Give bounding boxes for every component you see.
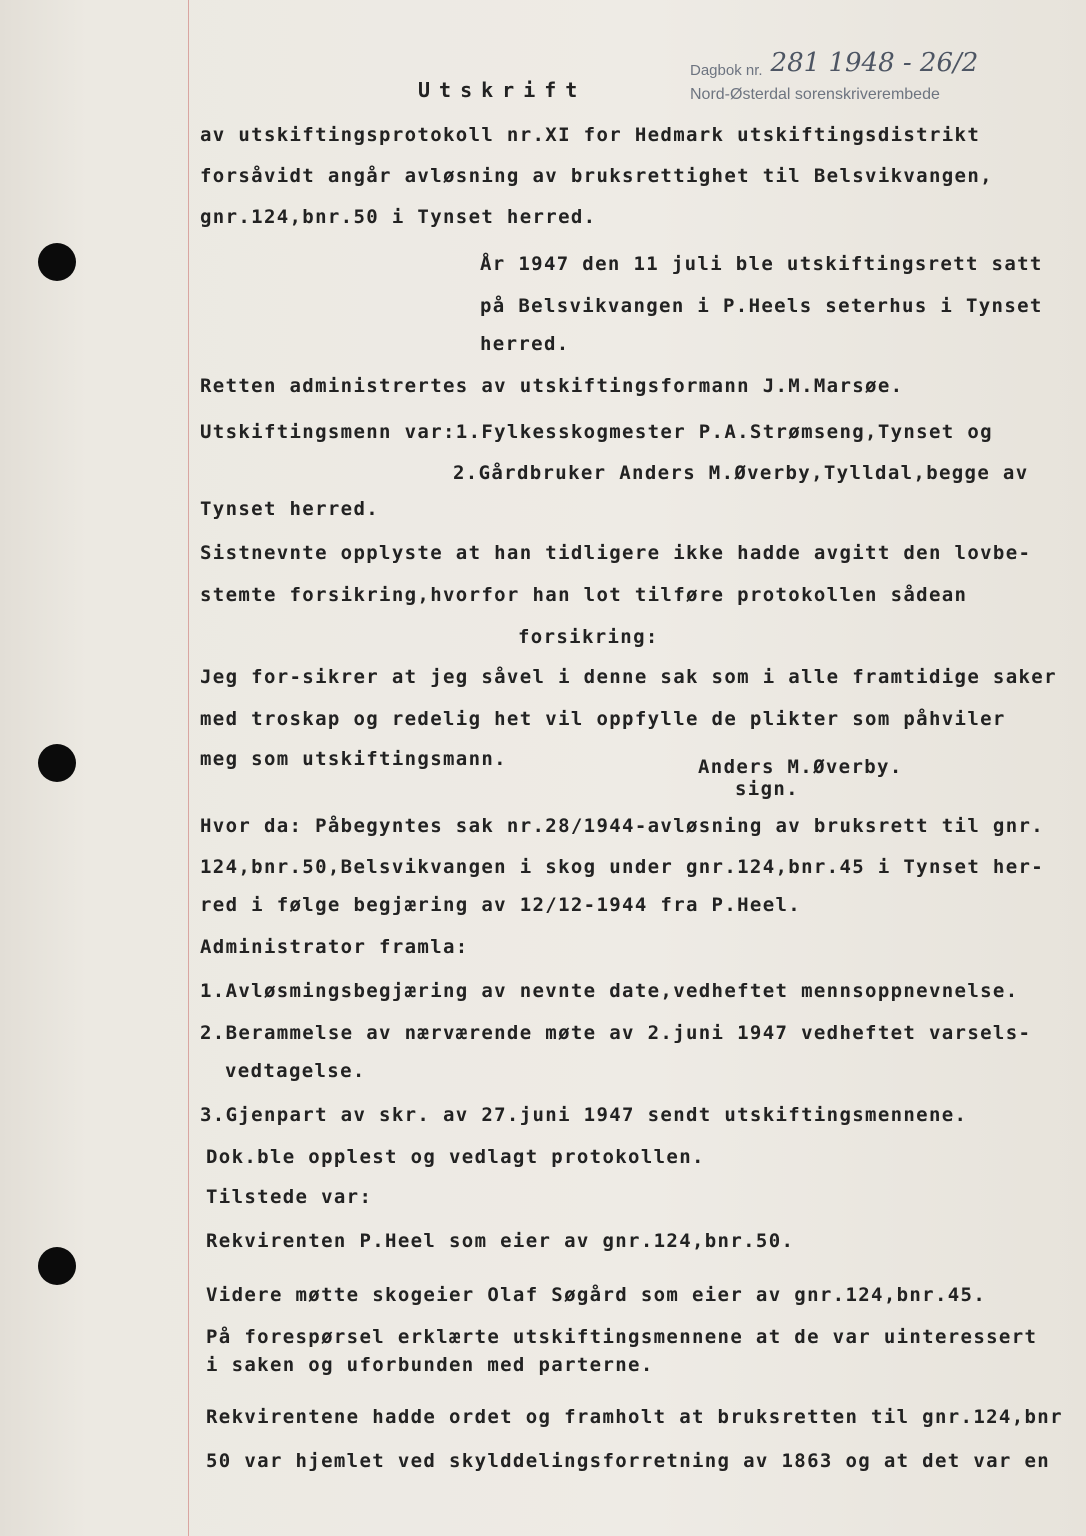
- text-line: Administrator framla:: [200, 936, 469, 958]
- text-line: forsåvidt angår avløsning av bruksrettighet til Belsvikvangen,: [200, 165, 993, 187]
- text-line: av utskiftingsprotokoll nr.XI for Hedmark utskiftingsdistrikt: [200, 124, 981, 146]
- signature-name: Anders M.Øverby.: [698, 756, 903, 778]
- punch-hole-1: [38, 243, 76, 281]
- text-line: 50 var hjemlet ved skylddelingsforretning av 1863 og at det var en: [206, 1450, 1051, 1472]
- text-line: 3.Gjenpart av skr. av 27.juni 1947 sendt utskiftingsmennene.: [200, 1104, 968, 1126]
- text-line: År 1947 den 11 juli ble utskiftingsrett satt: [480, 253, 1043, 275]
- text-line: 2.Berammelse av nærværende møte av 2.juni 1947 vedheftet varsels-: [200, 1022, 1032, 1044]
- text-line: Retten administrertes av utskiftingsformann J.M.Marsøe.: [200, 375, 904, 397]
- stamp-line-1: [690, 48, 979, 82]
- text-line: Rekvirenten P.Heel som eier av gnr.124,bnr.50.: [206, 1230, 795, 1252]
- text-line: 1.Avløsmingsbegjæring av nevnte date,vedheftet mennsoppnevnelse.: [200, 980, 1019, 1002]
- text-line: red i følge begjæring av 12/12-1944 fra P.Heel.: [200, 894, 802, 916]
- text-line: 124,bnr.50,Belsvikvangen i skog under gnr.124,bnr.45 i Tynset her-: [200, 856, 1045, 878]
- document-title: Utskrift: [418, 78, 587, 102]
- text-line: På forespørsel erklærte utskiftingsmennene at de var uinteressert: [206, 1326, 1038, 1348]
- punch-hole-2: [38, 744, 76, 782]
- text-line: Utskiftingsmenn var:1.Fylkesskogmester P.A.Strømseng,Tynset og: [200, 421, 993, 443]
- text-line: gnr.124,bnr.50 i Tynset herred.: [200, 206, 597, 228]
- margin-line: [188, 0, 189, 1536]
- text-line: på Belsvikvangen i P.Heels seterhus i Tynset: [480, 295, 1043, 317]
- punch-hole-3: [38, 1247, 76, 1285]
- text-line: med troskap og redelig het vil oppfylle de plikter som påhviler: [200, 708, 1006, 730]
- text-line: Tynset herred.: [200, 498, 380, 520]
- text-line: Hvor da: Påbegyntes sak nr.28/1944-avløsning av bruksrett til gnr.: [200, 815, 1045, 837]
- text-line: stemte forsikring,hvorfor han lot tilføre protokollen sådean: [200, 584, 968, 606]
- stamp-prefix: Dagbok nr.: [690, 62, 763, 79]
- text-line: 2.Gårdbruker Anders M.Øverby,Tylldal,begge av: [453, 462, 1029, 484]
- stamp-office: Nord-Østerdal sorenskriverembede: [690, 86, 940, 103]
- text-line: Tilstede var:: [206, 1186, 373, 1208]
- text-line: Dok.ble opplest og vedlagt protokollen.: [206, 1146, 705, 1168]
- signature-sign: sign.: [735, 778, 799, 800]
- text-line: vedtagelse.: [225, 1060, 366, 1082]
- text-line: Rekvirentene hadde ordet og framholt at bruksretten til gnr.124,bnr: [206, 1406, 1063, 1428]
- text-line: meg som utskiftingsmann.: [200, 748, 507, 770]
- text-line: Jeg for-sikrer at jeg såvel i denne sak som i alle framtidige saker: [200, 666, 1057, 688]
- text-line: i saken og uforbunden med parterne.: [206, 1354, 654, 1376]
- text-line: Sistnevnte opplyste at han tidligere ikke hadde avgitt den lovbe-: [200, 542, 1032, 564]
- text-line: herred.: [480, 333, 570, 355]
- text-line: Videre møtte skogeier Olaf Søgård som eier av gnr.124,bnr.45.: [206, 1284, 987, 1306]
- stamp-handwritten-number: 281 1948 - 26/2: [770, 48, 979, 78]
- text-line: forsikring:: [518, 626, 659, 648]
